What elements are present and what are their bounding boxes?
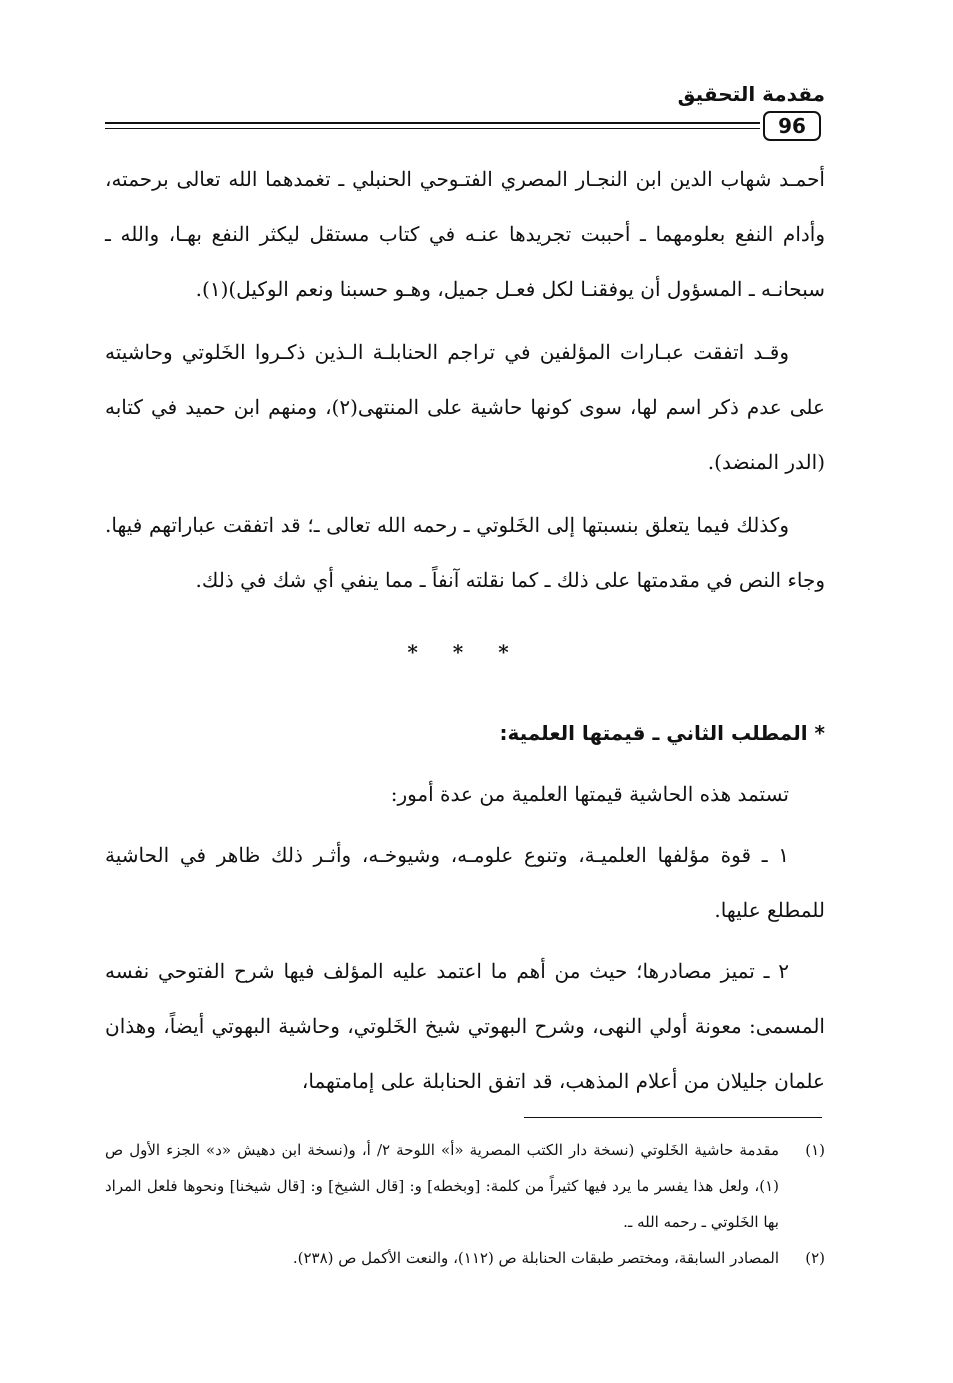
page-number-box: 96	[763, 111, 821, 141]
section-heading: * المطلب الثاني ـ قيمتها العلمية:	[499, 721, 825, 745]
list-item-author-strength: ١ ـ قوة مؤلفها العلميـة، وتنوع علومـه، وشيوخـه، وأثـر ذلك ظاهر في الحاشية للمطلع عليها.	[105, 843, 825, 922]
paragraph-continued-quote: أحمـد شهاب الدين ابن النجـار المصري الفتـوحي الحنبلي ـ تغمدهما الله تعالى برحمته، وأدام النفع بعلومهما ـ أحببت تجريدها عنـه في كتاب مستقل ليكثر النفع بهـا، والله ـ سبحانـه ـ المسؤول أن يوفقنـا لكل فعـل جميل، وهـو حسبنا ونعم الوكيل)(١).	[105, 167, 825, 301]
footnotes	[105, 1132, 825, 1276]
section-separator-stars: * * *	[407, 640, 523, 664]
footnote-divider	[524, 1117, 822, 1118]
paragraph-biographers: وقـد اتفقت عبـارات المؤلفين في تراجم الحنابلـة الـذين ذكـروا الخَلوتي وحاشيته على عدم ذكر اسم لها، سوى كونها حاشية على المنتهى(٢)، ومنهم ابن حميد في كتابه (الدر المنضد).	[105, 340, 825, 474]
paragraph-attribution: وكذلك فيما يتعلق بنسبتها إلى الخَلوتي ـ رحمه الله تعالى ـ؛ قد اتفقت عباراتهم فيها. وجاء النص في مقدمتها على ذلك ـ كما نقلته آنفاً ـ مما ينفي أي شك في ذلك.	[105, 513, 825, 592]
section-two	[105, 706, 825, 1115]
footnote-2-text: المصادر السابقة، ومختصر طبقات الحنابلة ص (١١٢)، والنعت الأكمل ص (٢٣٨).	[292, 1249, 779, 1267]
header-rule-thin	[105, 128, 760, 129]
footnote-1	[105, 1132, 825, 1240]
footnote-1-text: مقدمة حاشية الخَلوتي (نسخة دار الكتب المصرية «أ» اللوحة ٢/ أ، و(نسخة ابن دهيش «د» الجزء الأول ص (١)، ولعل هذا يفسر ما يرد فيها كثيراً من كلمة: [وبخطه] و: [قال الشيخ] و: [قال شيخنا] ونحوها فلعل المراد بها الخَلوتي ـ رحمه الله ـ.	[105, 1141, 779, 1231]
list-item-sources: ٢ ـ تميز مصادرها؛ حيث من أهم ما اعتمد عليه المؤلف فيها شرح الفتوحي نفسه المسمى: معونة أولي النهى، وشرح البهوتي شيخ الخَلوتي، وحاشية البهوتي أيضاً، وهذان علمان جليلان من أعلام المذهب، قد اتفق الحنابلة على إمامتهما،	[105, 959, 825, 1093]
footnote-2	[105, 1240, 825, 1276]
footnote-2-mark: (٢)	[805, 1249, 825, 1267]
main-text	[105, 152, 825, 616]
running-head-title: مقدمة التحقيق	[677, 82, 825, 106]
section-intro: تستمد هذه الحاشية قيمتها العلمية من عدة أمور:	[390, 782, 789, 806]
footnote-1-mark: (١)	[805, 1141, 825, 1159]
header-rule-thick	[105, 122, 760, 124]
